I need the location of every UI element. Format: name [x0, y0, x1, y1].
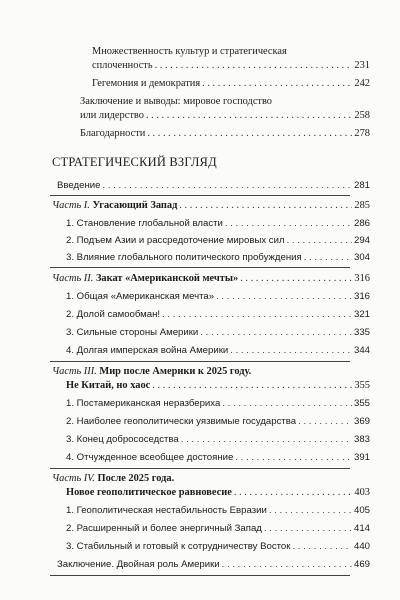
divider	[50, 575, 350, 576]
chapter-entry	[66, 523, 370, 535]
chapter-entry	[66, 505, 370, 517]
page-number: 304	[353, 252, 370, 263]
page-number: 281	[353, 180, 370, 191]
chapter-title: 3. Конец добрососедства	[66, 434, 179, 445]
dot-leader	[235, 452, 352, 464]
chapter-entry	[66, 541, 370, 553]
toc-entry-title: сплоченность	[92, 60, 153, 71]
chapter-title: 2. Подъем Азии и рассредоточение мировых сил	[66, 235, 285, 246]
divider	[50, 195, 350, 196]
page-number: 316	[353, 291, 370, 302]
divider	[50, 361, 350, 362]
part-label: Часть III.	[52, 366, 97, 377]
divider	[50, 468, 350, 469]
page-number: 321	[353, 309, 370, 320]
chapter-title: 2. Расширенный и более энергичный Запад	[66, 523, 262, 534]
chapter-title: 4. Долгая имперская война Америки	[66, 345, 229, 356]
chapter-entry	[66, 434, 370, 446]
part-heading	[52, 200, 370, 212]
part-heading	[52, 366, 251, 378]
toc-entry	[92, 78, 370, 90]
dot-leader	[155, 60, 353, 72]
page-number: 355	[353, 398, 370, 409]
dot-leader	[269, 505, 352, 517]
page-number: 294	[353, 235, 370, 246]
page-number: 369	[353, 416, 370, 427]
chapter-entry	[66, 345, 370, 357]
part-heading-continued	[66, 380, 370, 392]
page-number: 278	[354, 128, 370, 139]
chapter-title: 4. Отчужденное всеобщее достояние	[66, 452, 234, 463]
page-number: 242	[354, 78, 370, 89]
toc-entry-title: Благодарности	[80, 128, 146, 139]
part-title: Угасающий Запад	[92, 200, 178, 211]
dot-leader	[200, 327, 352, 339]
chapter-title: 1. Постамериканская неразбериха	[66, 398, 221, 409]
dot-leader	[222, 559, 352, 571]
part-heading	[52, 273, 370, 285]
page-number: 286	[353, 218, 370, 229]
page-number: 355	[354, 380, 370, 391]
part-title: Закат «Американской мечты»	[95, 273, 239, 284]
dot-leader	[287, 235, 352, 247]
part-title: Не Китай, но хаос	[66, 380, 151, 391]
page-number: 258	[354, 110, 370, 121]
chapter-entry	[66, 452, 370, 464]
dot-leader	[152, 380, 352, 392]
section-heading: СТРАТЕГИЧЕСКИЙ ВЗГЛЯД	[52, 155, 217, 169]
chapter-entry	[66, 218, 370, 230]
chapter-entry	[66, 309, 370, 321]
dot-leader	[181, 434, 352, 446]
dot-leader	[234, 487, 353, 499]
chapter-title: 1. Геополитическая нестабильность Евразии	[66, 505, 267, 516]
toc-entry-title: Гегемония и демократия	[92, 78, 201, 89]
page-number: 316	[354, 273, 370, 284]
chapter-title: 1. Становление глобальной власти	[66, 218, 223, 229]
dot-leader	[162, 309, 352, 321]
dot-leader	[216, 291, 352, 303]
page-number: 440	[353, 541, 370, 552]
dot-leader	[230, 345, 352, 357]
toc-entry-title: Заключение. Двойная роль Америки	[57, 559, 220, 570]
part-label: Часть II.	[52, 273, 94, 284]
chapter-title: 1. Общая «Американская мечта»	[66, 291, 215, 302]
page-number: 405	[353, 505, 370, 516]
part-title: Новое геополитическое равновесие	[66, 487, 232, 498]
toc-entry-title: Заключение и выводы: мировое господство	[80, 96, 273, 107]
dot-leader	[225, 218, 352, 230]
toc-entry	[80, 110, 370, 122]
dot-leader	[222, 398, 352, 410]
chapter-entry	[66, 416, 370, 428]
toc-entry-intro	[57, 180, 370, 192]
chapter-title: 3. Влияние глобального политического пробуждения	[66, 252, 302, 263]
chapter-entry	[66, 235, 370, 247]
page-number: 335	[353, 327, 370, 338]
part-label: Часть IV.	[52, 473, 95, 484]
chapter-title: 3. Стабильный и готовый к сотрудничеству Восток	[66, 541, 291, 552]
toc-entry-title: Множественность культур и стратегическая	[92, 46, 287, 57]
page-number: 231	[354, 60, 370, 71]
part-heading-continued	[66, 487, 370, 499]
toc-entry	[92, 60, 370, 72]
dot-leader	[202, 78, 352, 90]
divider	[50, 267, 350, 268]
part-heading	[52, 473, 174, 485]
dot-leader	[179, 200, 352, 212]
page-number: 383	[353, 434, 370, 445]
chapter-entry	[66, 398, 370, 410]
dot-leader	[292, 541, 352, 553]
chapter-title: 2. Долой самообман!	[66, 309, 161, 320]
toc-entry-title: или лидерство	[80, 110, 144, 121]
page-number: 403	[354, 487, 370, 498]
dot-leader	[146, 110, 352, 122]
page-number: 391	[353, 452, 370, 463]
dot-leader	[102, 180, 352, 192]
dot-leader	[240, 273, 352, 285]
page-number: 344	[353, 345, 370, 356]
part-title: После 2025 года.	[97, 473, 175, 484]
part-title: Мир после Америки к 2025 году.	[99, 366, 252, 377]
page-number: 414	[353, 523, 370, 534]
dot-leader	[264, 523, 352, 535]
page-number: 285	[354, 200, 370, 211]
part-label: Часть I.	[52, 200, 90, 211]
toc-entry-title: Введение	[57, 180, 101, 191]
toc-entry-conclusion	[57, 559, 370, 571]
chapter-title: 3. Сильные стороны Америки	[66, 327, 199, 338]
chapter-entry	[66, 252, 370, 264]
chapter-title: 2. Наиболее геополитически уязвимые государства	[66, 416, 297, 427]
dot-leader	[298, 416, 352, 428]
dot-leader	[147, 128, 352, 140]
chapter-entry	[66, 291, 370, 303]
page-number: 469	[353, 559, 370, 570]
chapter-entry	[66, 327, 370, 339]
dot-leader	[304, 252, 352, 264]
toc-entry	[80, 128, 370, 140]
